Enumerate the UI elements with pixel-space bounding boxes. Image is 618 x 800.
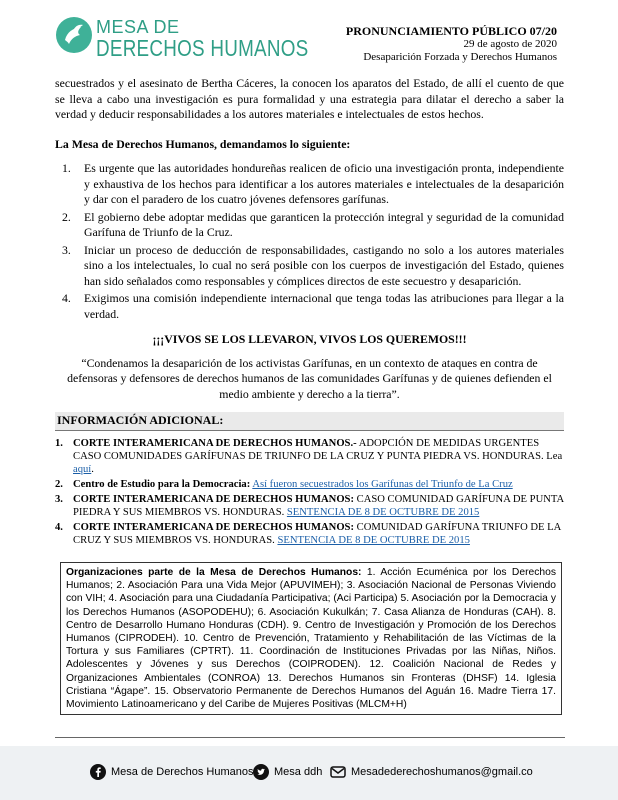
list-text: Exigimos una comisión independiente internacional que tenga todas las atribuciones para llegar a la verdad. [84, 291, 564, 321]
list-item [55, 437, 564, 476]
info-source: CORTE INTERAMERICANA DE DERECHOS HUMANOS.- [73, 437, 357, 449]
info-text: ADOPCIÓN DE MEDIDAS URGENTES CASO COMUNIDADES GARÍFUNAS DE TRIUNFO DE LA CRUZ Y PUNTA PIEDRA VS. HONDURAS. Lea [73, 437, 563, 462]
main-content [55, 76, 564, 549]
twitter-label: Mesa ddh [274, 766, 323, 778]
info-after: . [91, 463, 94, 475]
footer-email[interactable] [330, 764, 533, 780]
footer-divider [55, 737, 565, 738]
brand-line-2: DERECHOS HUMANOS [96, 35, 309, 61]
intro-paragraph: secuestrados y el asesinato de Bertha Cáceres, la conocen los aparatos del Estado, de allí el cuento de que se lleva a cabo una investigación es pura formalidad y una estrategia para dilatar el derecho a saber la verdad y deducir responsabilidades a los autores materiales e intelectuales de estos hechos. [55, 76, 564, 121]
info-link[interactable]: Así fueron secuestrados los Garífunas del Triunfo de La Cruz [252, 478, 513, 490]
info-text: CASO COMUNIDAD GARÍFUNA DE PUNTA PIEDRA Y SUS MIEMBROS VS. HONDURAS. [73, 493, 564, 518]
email-icon [330, 764, 346, 780]
list-number: 3. [55, 493, 63, 505]
email-label: Mesadederechoshumanos@gmail.co [351, 766, 533, 778]
info-heading: INFORMACIÓN ADICIONAL: [55, 412, 564, 431]
facebook-label: Mesa de Derechos Humanos [111, 766, 254, 778]
document-date: 29 de agosto de 2020 [463, 38, 557, 50]
slogan: ¡¡¡VIVOS SE LOS LLEVARON, VIVOS LOS QUEREMOS!!! [152, 332, 467, 346]
info-text: COMUNIDAD GARÍFUNA TRIUNFO DE LA CRUZ Y SUS MIEMBROS VS. HONDURAS. [73, 521, 561, 546]
list-number: 4. [55, 521, 63, 533]
list-number: 1. [62, 161, 71, 175]
quote: “Condenamos la desaparición de los activistas Garífunas, en un contexto de ataques en contra de defensoras y defensores de derechos humanos de las comunidades Garífunas y de quienes defienden el medio ambiente y derecho a la tierra”. [67, 355, 552, 401]
list-item [55, 243, 564, 290]
organizations-label: Organizaciones parte de la Mesa de Derechos Humanos: [66, 567, 362, 578]
list-number: 2. [55, 478, 63, 490]
brand-name [96, 18, 355, 60]
brand-line-1: MESA DE [96, 17, 180, 37]
info-source: CORTE INTERAMERICANA DE DERECHOS HUMANOS: [73, 521, 354, 533]
list-item [55, 210, 564, 241]
twitter-icon [253, 764, 269, 780]
footer-twitter[interactable] [253, 764, 322, 780]
list-number: 2. [62, 209, 71, 224]
info-link[interactable]: SENTENCIA DE 8 DE OCTUBRE DE 2015 [277, 534, 470, 546]
list-item [55, 493, 564, 519]
info-link[interactable]: SENTENCIA DE 8 DE OCTUBRE DE 2015 [286, 506, 480, 518]
info-link[interactable]: aquí [73, 463, 92, 475]
page-header [0, 0, 618, 70]
list-text: El gobierno debe adoptar medidas que garanticen la protección integral y seguridad de la comunidad Garífuna de Triunfo de la Cruz. [84, 209, 564, 239]
list-text: Es urgente que las autoridades hondureñas realicen de oficio una investigación pronta, independiente y exhaustiva de los hechos para identificar a los autores materiales e intelectuales de la desaparición y dar con el paradero de los cuatro jóvenes defensores garífunas. [84, 161, 564, 206]
document-meta [346, 25, 557, 64]
organizations-text: 1. Acción Ecuménica por los Derechos Humanos; 2. Asociación Para una Vida Mejor (APUVIMEH); 3. Asociación Nacional de Personas Viviendo con VIH; 4. Asociación para una Ciudadanía Participativa; (Aci Participa) 5. Asociación por la Democracia y los Derechos Humanos (ASOPODEHU); 6. Asociación Kukulkán; 7. Casa Alianza de Honduras (CAH). 8. Centro de Desarrollo Humano Honduras (CDH). 9. Centro de Investigación y Promoción de los Derechos Humanos (CIPRODEH). 10. Centro de Prevención, Tratamiento y Rehabilitación de las Víctimas de la Tortura y sus Familiares (CPTRT). 11. Coordinación de Instituciones Privadas por las Niñas, Niños. Adolescentes y Jóvenes y sus Derechos (COIPRODEN). 12. Coalición Nacional de Redes y Organizaciones Ambientales (CONROA) 13. Derechos Humanos sin Fronteras (DHSF) 14. Iglesia Cristiana “Ágape”. 15. Observatorio Permanente de Derechos Humanos del Aguán 16. Madre Tierra 17. Movimiento Latinoamericano y del Caribe de Mujeres Positivas (MLCM+H) [66, 567, 556, 711]
info-list [55, 437, 564, 547]
list-item [55, 291, 564, 322]
organizations-box [60, 562, 562, 715]
footer-facebook[interactable] [90, 764, 253, 780]
list-number: 3. [62, 242, 71, 257]
list-text: Iniciar un proceso de deducción de responsabilidades, castigando no solo a los autores materiales sino a los intelectuales, lo cual no será posible con los cuerpos de investigación del Estado, quienes han sido señalados como responsables y cómplices directos de este secuestro y desaparición. [84, 242, 564, 288]
demand-list [55, 161, 564, 322]
list-number: 1. [55, 437, 63, 449]
list-number: 4. [62, 291, 71, 305]
document-subject: Desaparición Forzada y Derechos Humanos [363, 51, 557, 63]
document-title: PRONUNCIAMIENTO PÚBLICO 07/20 [345, 24, 557, 38]
list-item [55, 161, 564, 208]
demand-heading: La Mesa de Derechos Humanos, demandamos lo siguiente: [55, 136, 351, 151]
facebook-icon [90, 764, 106, 780]
info-source: Centro de Estudio para la Democracia: [73, 478, 251, 490]
info-source: CORTE INTERAMERICANA DE DERECHOS HUMANOS: [73, 493, 354, 505]
list-item [55, 521, 564, 547]
dove-logo-icon [56, 17, 92, 53]
list-item [55, 478, 564, 491]
